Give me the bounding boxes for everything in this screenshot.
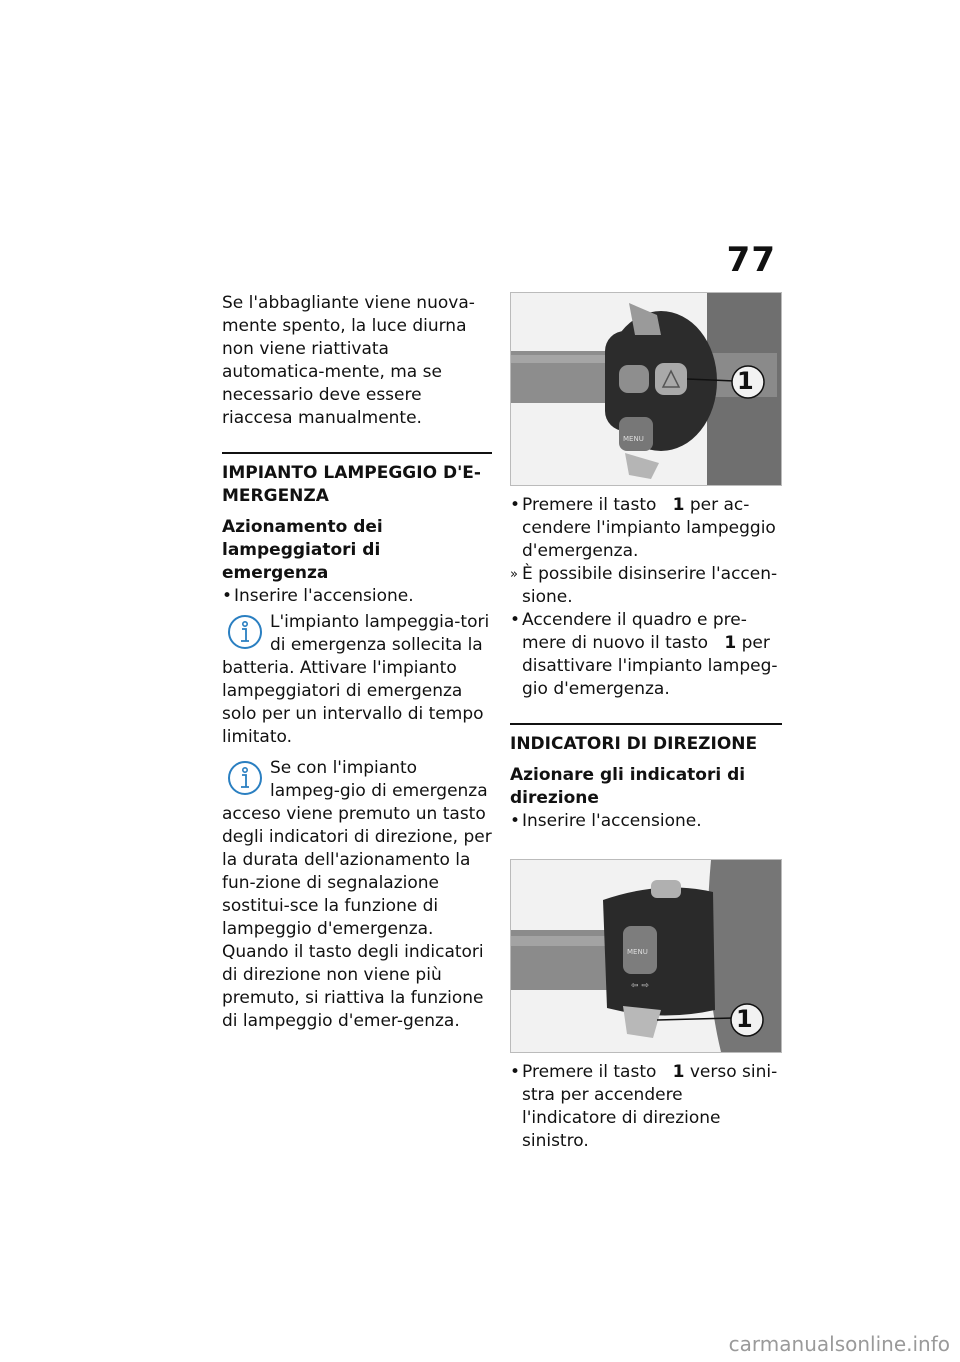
bullet-item	[222, 585, 492, 608]
step-text	[522, 609, 782, 701]
section-title-indicators: INDICATORI DI DIREZIONE	[510, 734, 758, 754]
bullet-icon: •	[510, 1062, 521, 1082]
step-callout-number: 1	[672, 495, 685, 515]
step-text-end: per disattivare l'impianto lampeg-gio d'emergenza.	[522, 633, 778, 699]
step-text-start: Accendere il quadro e pre-mere di nuovo il tasto	[522, 610, 747, 653]
result-text: È possibile disinserire l'accen-sione.	[522, 564, 778, 607]
info-icon	[226, 613, 264, 651]
callout-label: 1	[737, 367, 754, 395]
bullet-icon: •	[510, 610, 521, 630]
right-column	[510, 292, 782, 1153]
info-note-text: L'impianto lampeggia-tori di emergenza sollecita la batteria. Attivare l'impianto lampeggiatori di emergenza solo per un intervallo di tempo limitato.	[222, 612, 490, 747]
menu-button-text: MENU	[627, 948, 648, 956]
step-callout-number: 1	[724, 633, 737, 653]
section-divider	[222, 452, 492, 454]
indicator-switch-figure	[510, 859, 782, 1053]
bullet-text: Inserire l'accensione.	[522, 811, 702, 831]
callout-label: 1	[736, 1005, 753, 1033]
info-note	[222, 611, 492, 749]
result-arrow-icon: »	[510, 567, 518, 582]
section-divider	[510, 723, 782, 725]
left-column	[222, 292, 492, 1033]
menu-button-text: MENU	[623, 435, 644, 443]
svg-text:⇦ ⇨: ⇦ ⇨	[631, 981, 649, 991]
step-text-start: Premere il tasto	[522, 495, 657, 515]
page-number: 77	[726, 240, 776, 280]
step-item	[510, 494, 782, 563]
intro-paragraph: Se l'abbagliante viene nuova-mente spento, la luce diurna non viene riattivata automatica-mente, ma se necessario deve essere riaccesa manualmente.	[222, 293, 475, 428]
info-icon	[226, 759, 264, 797]
step-text	[522, 1061, 782, 1153]
step-text	[522, 494, 782, 563]
step-text-end: per ac-cendere l'impianto lampeggio d'emergenza.	[522, 495, 776, 561]
bullet-icon: •	[510, 811, 521, 831]
bullet-text: Inserire l'accensione.	[234, 586, 414, 606]
section-title-hazard: IMPIANTO LAMPEGGIO D'E-MERGENZA	[222, 463, 481, 506]
step-text-start: Premere il tasto	[522, 1062, 657, 1082]
bullet-item	[510, 810, 782, 833]
hazard-switch-figure	[510, 292, 782, 486]
step-text-end: verso sini-stra per accendere l'indicatore di direzione sinistro.	[522, 1062, 778, 1151]
subsection-title-hazard: Azionamento dei lampeggiatori di emergenza	[222, 517, 383, 583]
info-note-text: Se con l'impianto lampeg-gio di emergenza acceso viene premuto un tasto degli indicatori di direzione, per la durata dell'azionamento la fun-zione di segnalazione sostitui-sce la funzione di lampeggio d'emergenza. Quando il tasto degli indicatori di direzione non viene più premuto, si riattiva la funzione di lampeggio d'emer-genza.	[222, 758, 492, 1031]
bullet-icon: •	[222, 586, 233, 606]
result-item	[510, 563, 782, 609]
subsection-title-indicators: Azionare gli indicatori di direzione	[510, 765, 746, 808]
step-item	[510, 609, 782, 701]
step-callout-number: 1	[672, 1062, 685, 1082]
info-note	[222, 757, 492, 1033]
bullet-icon: •	[510, 495, 521, 515]
watermark: carmanualsonline.info	[728, 1332, 950, 1356]
step-item	[510, 1061, 782, 1153]
